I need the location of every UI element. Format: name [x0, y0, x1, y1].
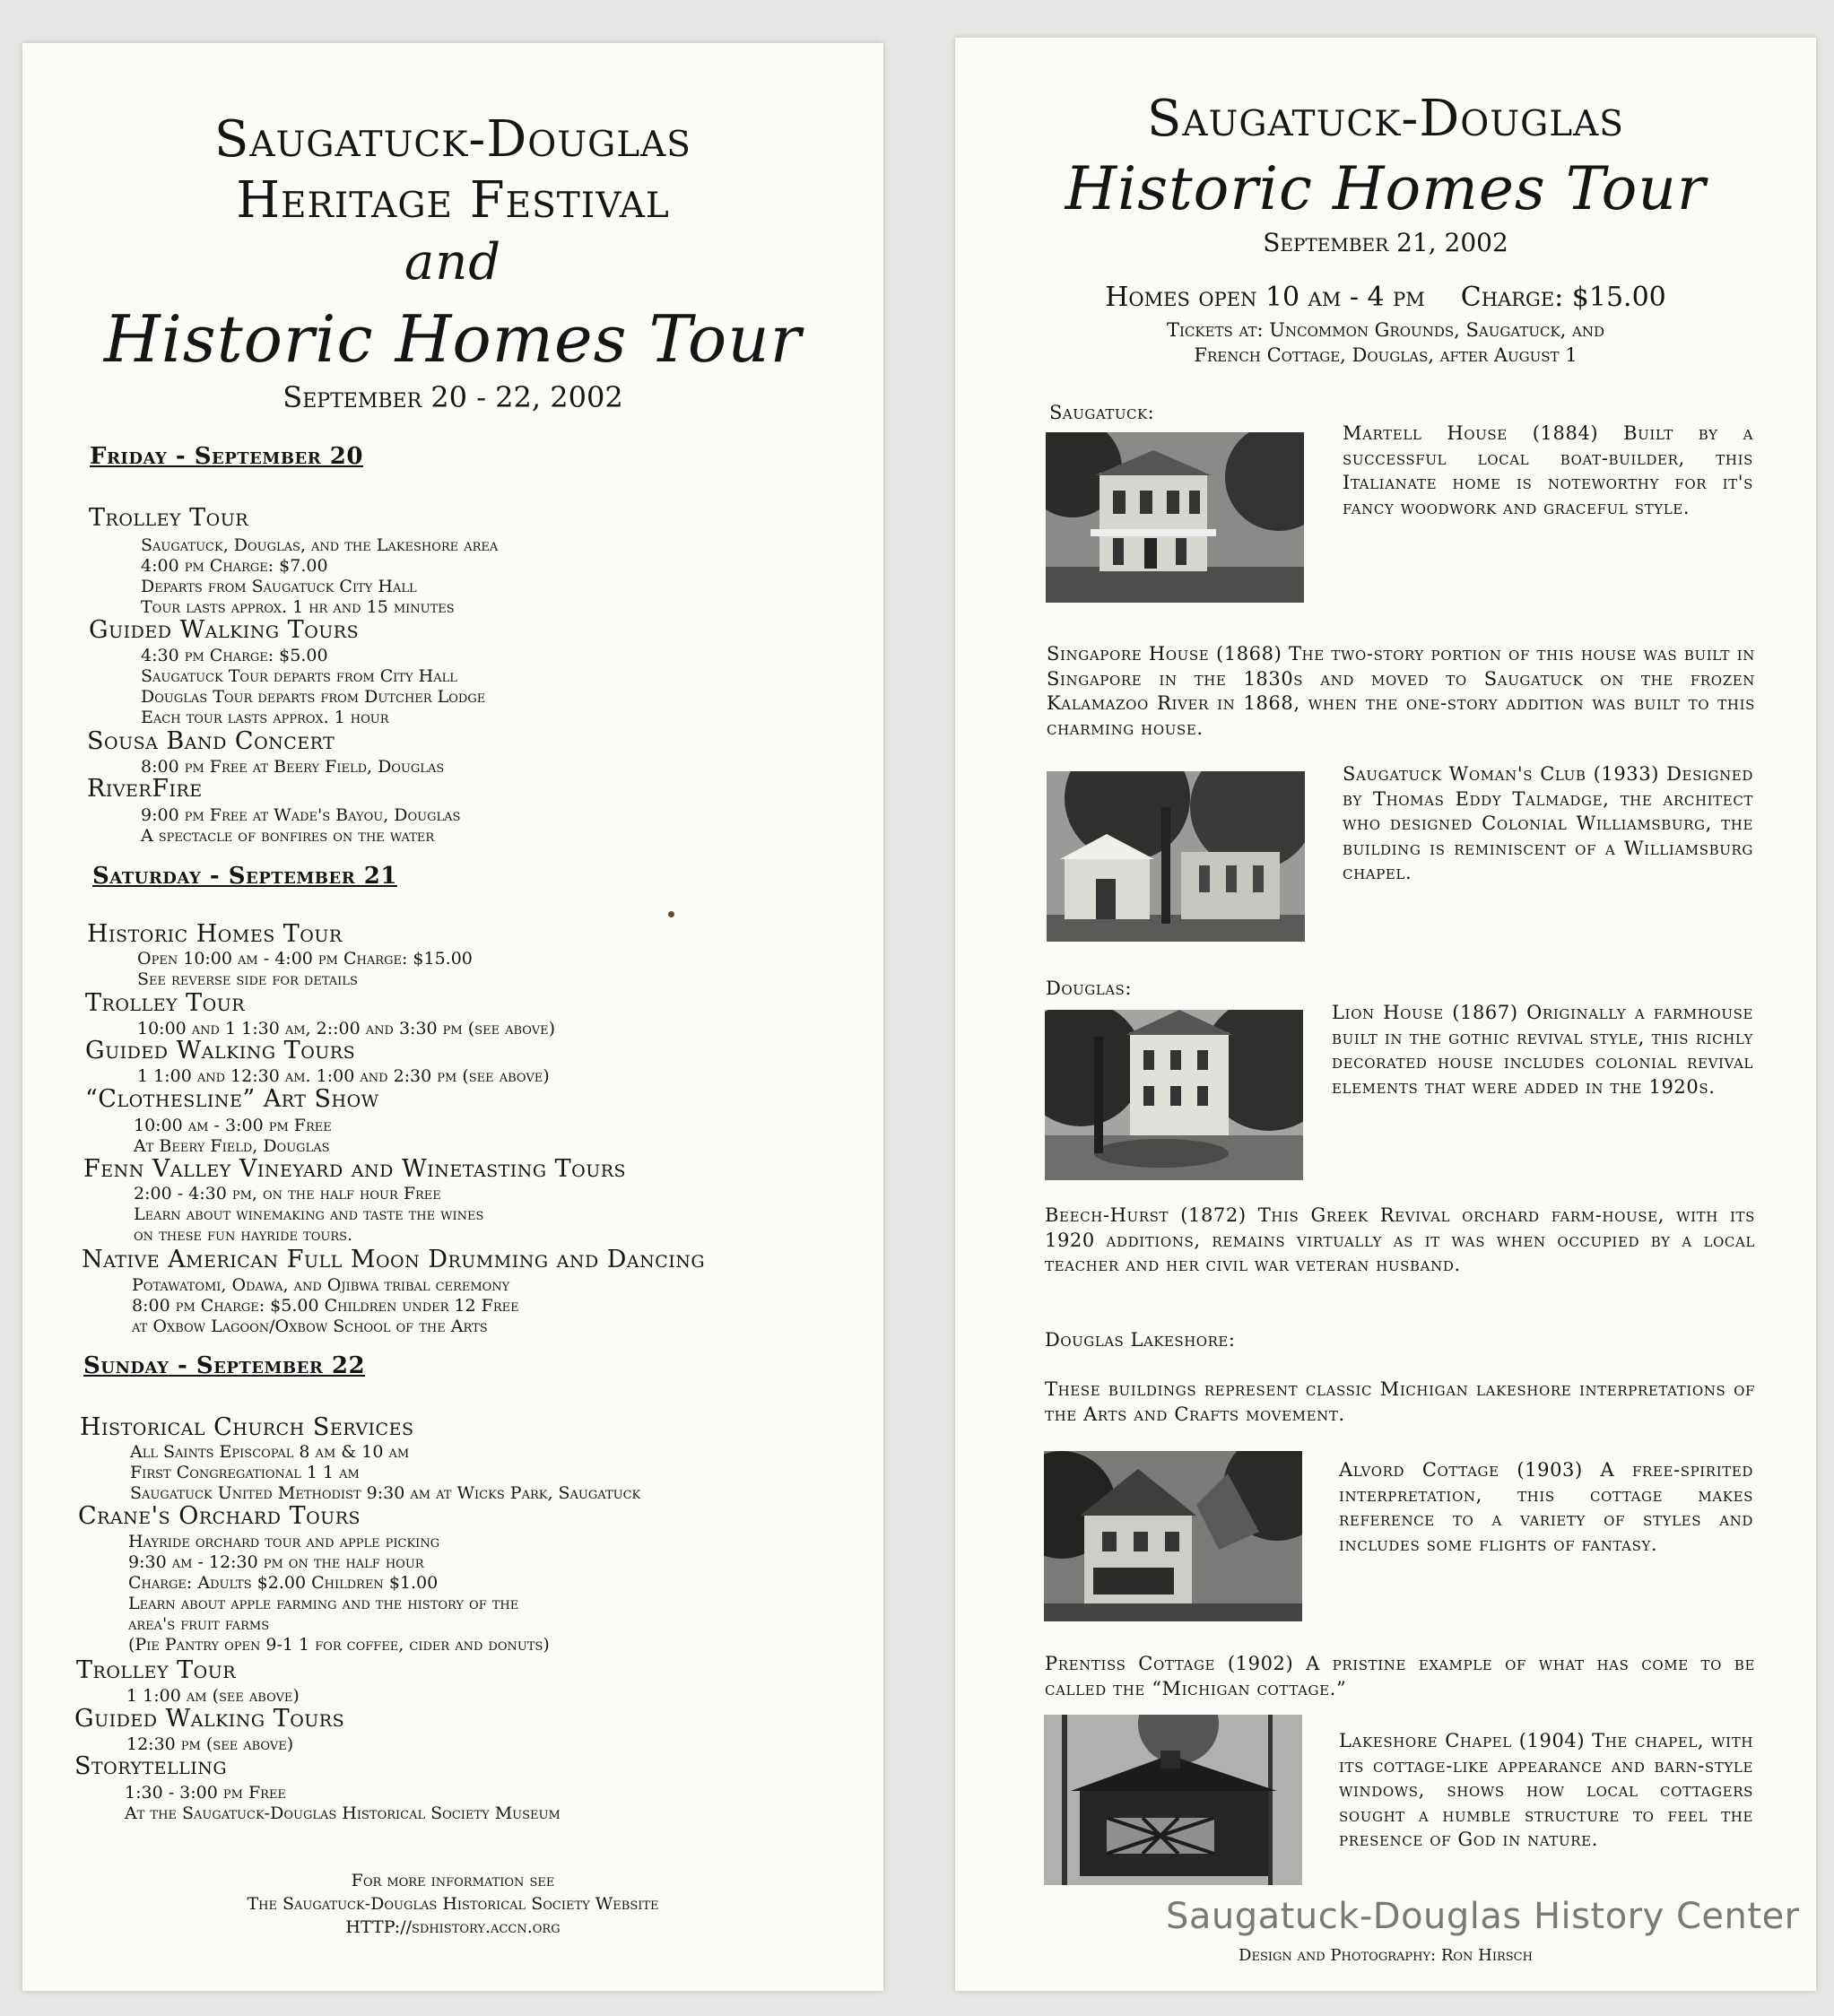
paper-speck	[668, 911, 674, 917]
event-title: Storytelling	[74, 1752, 228, 1780]
event-title: Guided Walking Tours	[85, 1037, 356, 1064]
event-details: 1:30 - 3:00 pm Free At the Saugatuck-Douglas Historical Society Museum	[125, 1783, 561, 1823]
tour-hours-charge	[955, 282, 1816, 313]
alvord-cottage-photo	[1044, 1451, 1302, 1621]
lion-house-photo	[1045, 1010, 1303, 1180]
event-title: Historical Church Services	[80, 1413, 414, 1441]
lakeshore-chapel-photo	[1044, 1715, 1302, 1885]
lakeshore-chapel-text: Lakeshore Chapel (1904) The chapel, with its cottage-like appearance and barn-style windows, shows how local cottagers sought a humble structure to feel the presence of God in nature.	[1339, 1730, 1753, 1850]
event-details: All Saints Episcopal 8 am & 10 am First Congregational 1 1 am Saugatuck United Methodist 9:30 am at Wicks Park, Saugatuck	[130, 1442, 641, 1503]
festival-title-line1: Saugatuck-Douglas	[213, 110, 692, 169]
festival-title-line2: Heritage Festival	[236, 171, 670, 230]
saturday-heading: Saturday - September 21	[92, 863, 397, 890]
lion-house-text: Lion House (1867) Originally a farmhouse built in the gothic revival style, this richly decorated house includes colonial revival elements that were added in the 1920s.	[1332, 1002, 1753, 1098]
event-details: Hayride orchard tour and apple picking 9:30 am - 12:30 pm on the half hour Charge: Adults $2.00 Children $1.00 Learn about apple farming and the history of the area's fruit farms (Pie Pantry open 9-1 1 for coffee, cider and donuts)	[128, 1532, 550, 1655]
homes-tour-sheet	[955, 38, 1816, 1991]
more-info-footer: For more information see The Saugatuck-Douglas Historical Society Website HTTP://sdhistory.accn.org	[22, 1869, 883, 1939]
event-title: Fenn Valley Vineyard and Winetasting Tours	[83, 1155, 627, 1183]
sunday-heading: Sunday - September 22	[83, 1352, 366, 1379]
event-details: 2:00 - 4:30 pm, on the half hour Free Learn about winemaking and taste the wines on these fun hayride tours.	[134, 1184, 484, 1245]
section-douglas-lakeshore: Douglas Lakeshore:	[1045, 1329, 1236, 1351]
event-details: 9:00 pm Free at Wade's Bayou, Douglas A spectacle of bonfires on the water	[141, 805, 461, 846]
tour-charge: Charge: $15.00	[1460, 282, 1666, 313]
beech-hurst-text: Beech-Hurst (1872) This Greek Revival orchard farm-house, with its 1920 additions, remains virtually as it was when occupied by a local teacher and her civil war veteran husband.	[1045, 1204, 1755, 1275]
festival-dates: September 20 - 22, 2002	[282, 380, 623, 414]
event-details: 1 1:00 am (see above)	[126, 1686, 300, 1706]
event-details: 10:00 am - 3:00 pm Free At Beery Field, Douglas	[134, 1116, 332, 1156]
homes-open-hours: Homes open 10 am - 4 pm	[1105, 282, 1425, 313]
event-details: Saugatuck, Douglas, and the Lakeshore area 4:00 pm Charge: $7.00 Departs from Saugatuck City Hall Tour lasts approx. 1 hr and 15 minutes	[141, 535, 499, 617]
prentiss-cottage-text: Prentiss Cottage (1902) A pristine example of what has come to be called the “Michigan cottage.”	[1045, 1653, 1755, 1699]
lakeshore-intro-text: These buildings represent classic Michigan lakeshore interpretations of the Arts and Crafts movement.	[1045, 1378, 1755, 1425]
event-title: Crane's Orchard Tours	[78, 1502, 361, 1530]
friday-heading: Friday - September 20	[90, 443, 363, 470]
website-link[interactable]: HTTP://sdhistory.accn.org	[345, 1917, 561, 1937]
event-title: RiverFire	[87, 775, 203, 803]
event-details: 4:30 pm Charge: $5.00 Saugatuck Tour departs from City Hall Douglas Tour departs from Dutcher Lodge Each tour lasts approx. 1 hour	[141, 646, 486, 727]
event-details: 8:00 pm Free at Beery Field, Douglas	[141, 757, 445, 777]
history-center-watermark: Saugatuck-Douglas History Center	[1166, 1896, 1800, 1937]
section-douglas: Douglas:	[1046, 978, 1132, 999]
event-title: “Clothesline” Art Show	[85, 1085, 379, 1113]
festival-schedule-sheet	[22, 43, 883, 1991]
festival-title-script: Historic Homes Tour	[103, 301, 803, 377]
event-details: 1 1:00 and 12:30 am. 1:00 and 2:30 pm (see above)	[137, 1066, 550, 1086]
event-details: Potawatomi, Odawa, and Ojibwa tribal ceremony 8:00 pm Charge: $5.00 Children under 12 Free at Oxbow Lagoon/Oxbow School of the Arts	[132, 1275, 519, 1336]
event-title: Trolley Tour	[76, 1656, 237, 1684]
ticket-locations: Tickets at: Uncommon Grounds, Saugatuck, and French Cottage, Douglas, after August 1	[1166, 319, 1604, 366]
design-photography-credit: Design and Photography: Ron Hirsch	[1239, 1946, 1533, 1965]
event-title: Guided Walking Tours	[74, 1705, 345, 1733]
tour-date: September 21, 2002	[1263, 228, 1508, 257]
tour-title-script: Historic Homes Tour	[1065, 154, 1707, 223]
event-title: Sousa Band Concert	[87, 727, 335, 755]
martell-house-photo	[1046, 432, 1304, 603]
event-title: Native American Full Moon Drumming and Dancing	[82, 1246, 706, 1273]
event-details: 10:00 and 1 1:30 am, 2::00 and 3:30 pm (see above)	[137, 1019, 556, 1038]
alvord-cottage-text: Alvord Cottage (1903) A free-spirited interpretation, this cottage makes reference to a variety of styles and includes some flights of fantasy.	[1339, 1459, 1753, 1555]
event-title: Trolley Tour	[85, 989, 246, 1017]
womans-club-photo	[1047, 771, 1305, 942]
event-title: Trolley Tour	[89, 504, 249, 532]
womans-club-text: Saugatuck Woman's Club (1933) Designed by Thomas Eddy Talmadge, the architect who designed Colonial Williamsburg, the building is reminiscent of a Williamsburg chapel.	[1343, 763, 1753, 883]
section-saugatuck: Saugatuck:	[1049, 402, 1155, 423]
event-details: 12:30 pm (see above)	[126, 1734, 294, 1754]
singapore-house-text: Singapore House (1868) The two-story portion of this house was built in Singapore in the 1830s and moved to Saugatuck on the frozen Kalamazoo River in 1868, when the one-story addition was built to this charming house.	[1047, 643, 1755, 739]
festival-title-and: and	[404, 233, 502, 291]
martell-house-text: Martell House (1884) Built by a successful local boat-builder, this Italianate home is noteworthy for it's fancy woodwork and graceful style.	[1343, 422, 1753, 518]
tour-title-name: Saugatuck-Douglas	[1146, 90, 1625, 148]
event-title: Historic Homes Tour	[87, 920, 343, 948]
event-title: Guided Walking Tours	[89, 616, 360, 644]
event-details: Open 10:00 am - 4:00 pm Charge: $15.00 See reverse side for details	[137, 949, 473, 989]
